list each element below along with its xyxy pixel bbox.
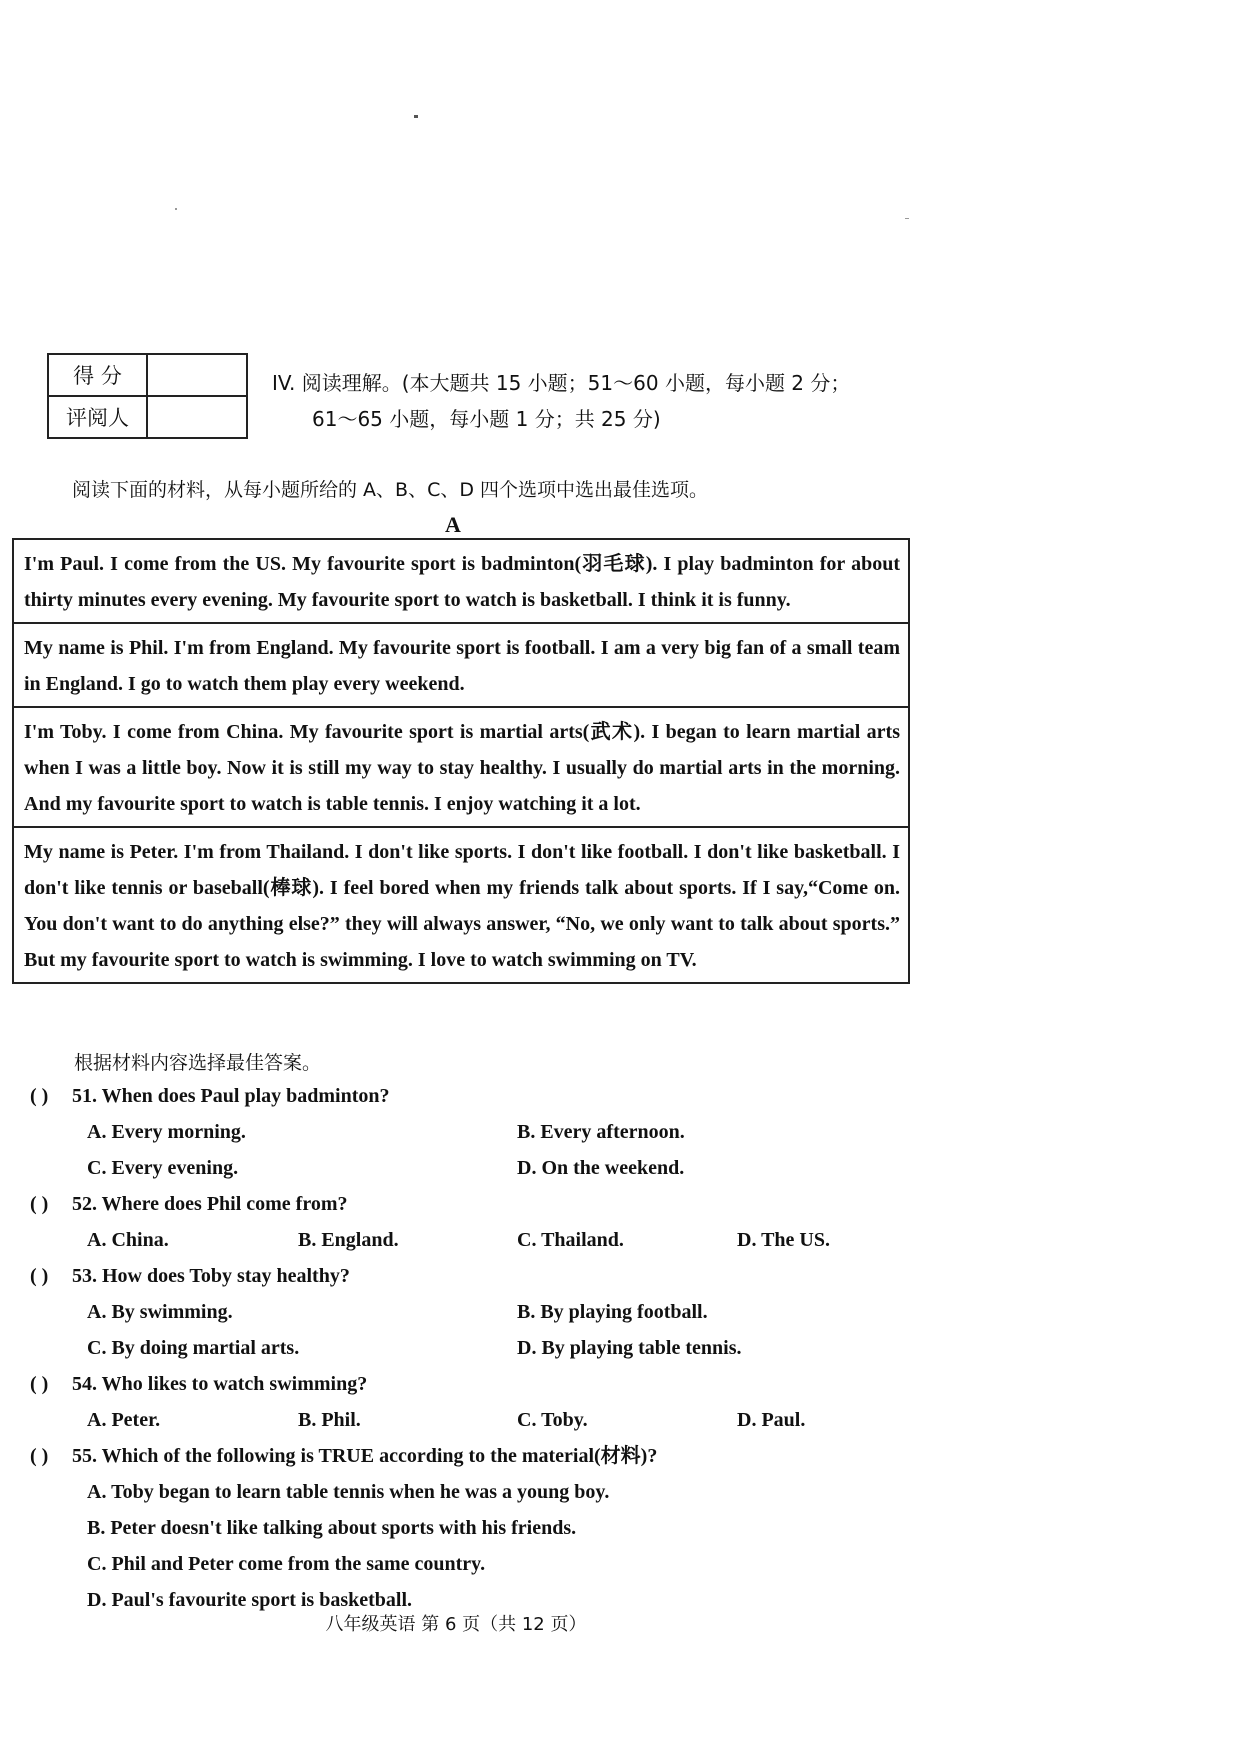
question-54 — [30, 1366, 890, 1438]
question-52 — [30, 1186, 890, 1258]
reviewer-label: 评阅人 — [48, 396, 147, 438]
option-a: A. Peter. — [87, 1409, 161, 1431]
option-d: D. On the weekend. — [517, 1157, 685, 1179]
instruction: 阅读下面的材料，从每小题所给的 A、B、C、D 四个选项中选出最佳选项。 — [72, 479, 709, 501]
answer-blank[interactable]: ( ) — [30, 1445, 49, 1467]
option-c: C. Toby. — [517, 1409, 588, 1431]
answer-blank[interactable]: ( ) — [30, 1265, 49, 1287]
option-c: C. Phil and Peter come from the same country. — [87, 1553, 486, 1575]
option-a: A. By swimming. — [87, 1301, 233, 1323]
sub-instruction: 根据材料内容选择最佳答案。 — [74, 1052, 322, 1074]
page-footer: 八年级英语 第 6 页（共 12 页） — [325, 1614, 587, 1635]
option-d: D. By playing table tennis. — [517, 1337, 742, 1359]
option-b: B. Phil. — [298, 1409, 361, 1431]
passage-paul: I'm Paul. I come from the US. My favourite sport is badminton(羽毛球). I play badminton for about thirty minutes every evening. My favourite sport to watch is basketball. I think it is funny. — [24, 553, 900, 611]
option-a: A. China. — [87, 1229, 169, 1251]
option-d: D. The US. — [737, 1229, 830, 1251]
section-heading-line1: IV. 阅读理解。(本大题共 15 小题；51～60 小题，每小题 2 分； — [272, 371, 851, 395]
question-stem: 51. When does Paul play badminton? — [72, 1085, 390, 1107]
option-c: C. Thailand. — [517, 1229, 624, 1251]
option-a: A. Toby began to learn table tennis when he was a young boy. — [87, 1481, 610, 1503]
option-b: B. England. — [298, 1229, 399, 1251]
question-stem: 53. How does Toby stay healthy? — [72, 1265, 350, 1287]
answer-blank[interactable]: ( ) — [30, 1373, 49, 1395]
scan-speck — [414, 115, 418, 118]
passage-box — [12, 538, 910, 984]
option-d: D. Paul. — [737, 1409, 806, 1431]
option-b: B. By playing football. — [517, 1301, 708, 1323]
passage-letter: A — [445, 512, 461, 537]
question-list — [30, 1078, 890, 1618]
question-51 — [30, 1078, 890, 1186]
option-c: C. By doing martial arts. — [87, 1337, 300, 1359]
question-53 — [30, 1258, 890, 1366]
section-heading-line2: 61～65 小题，每小题 1 分；共 25 分) — [312, 407, 661, 431]
option-a: A. Every morning. — [87, 1121, 246, 1143]
question-stem: 55. Which of the following is TRUE according to the material(材料)? — [72, 1445, 658, 1467]
reviewer-field[interactable] — [147, 396, 247, 438]
question-stem: 52. Where does Phil come from? — [72, 1193, 348, 1215]
score-field[interactable] — [147, 354, 247, 396]
question-55 — [30, 1438, 890, 1618]
answer-blank[interactable]: ( ) — [30, 1193, 49, 1215]
scan-speck — [905, 218, 909, 219]
scan-speck — [175, 208, 177, 210]
section-heading — [272, 365, 850, 437]
option-b: B. Peter doesn't like talking about sports with his friends. — [87, 1517, 577, 1539]
passage-phil: My name is Phil. I'm from England. My favourite sport is football. I am a very big fan of a small team in England. I go to watch them play every weekend. — [14, 622, 908, 706]
question-stem: 54. Who likes to watch swimming? — [72, 1373, 368, 1395]
option-c: C. Every evening. — [87, 1157, 239, 1179]
option-d: D. Paul's favourite sport is basketball. — [87, 1589, 413, 1611]
answer-blank[interactable]: ( ) — [30, 1085, 49, 1107]
passage-peter: My name is Peter. I'm from Thailand. I don't like sports. I don't like football. I don't like basketball. I don't like tennis or baseball(棒球). I feel bored when my friends talk about sports. If I say,“Come on. You don't want to do anything else?” they will always answer, “No, we only want to talk about sports.” But my favourite sport to watch is swimming. I love to watch swimming on TV. — [14, 826, 908, 982]
option-b: B. Every afternoon. — [517, 1121, 685, 1143]
score-box — [47, 353, 248, 439]
score-label: 得 分 — [48, 354, 147, 396]
passage-toby: I'm Toby. I come from China. My favourite sport is martial arts(武术). I began to learn martial arts when I was a little boy. Now it is still my way to stay healthy. I usually do martial arts in the morning. And my favourite sport to watch is table tennis. I enjoy watching it a lot. — [14, 706, 908, 826]
